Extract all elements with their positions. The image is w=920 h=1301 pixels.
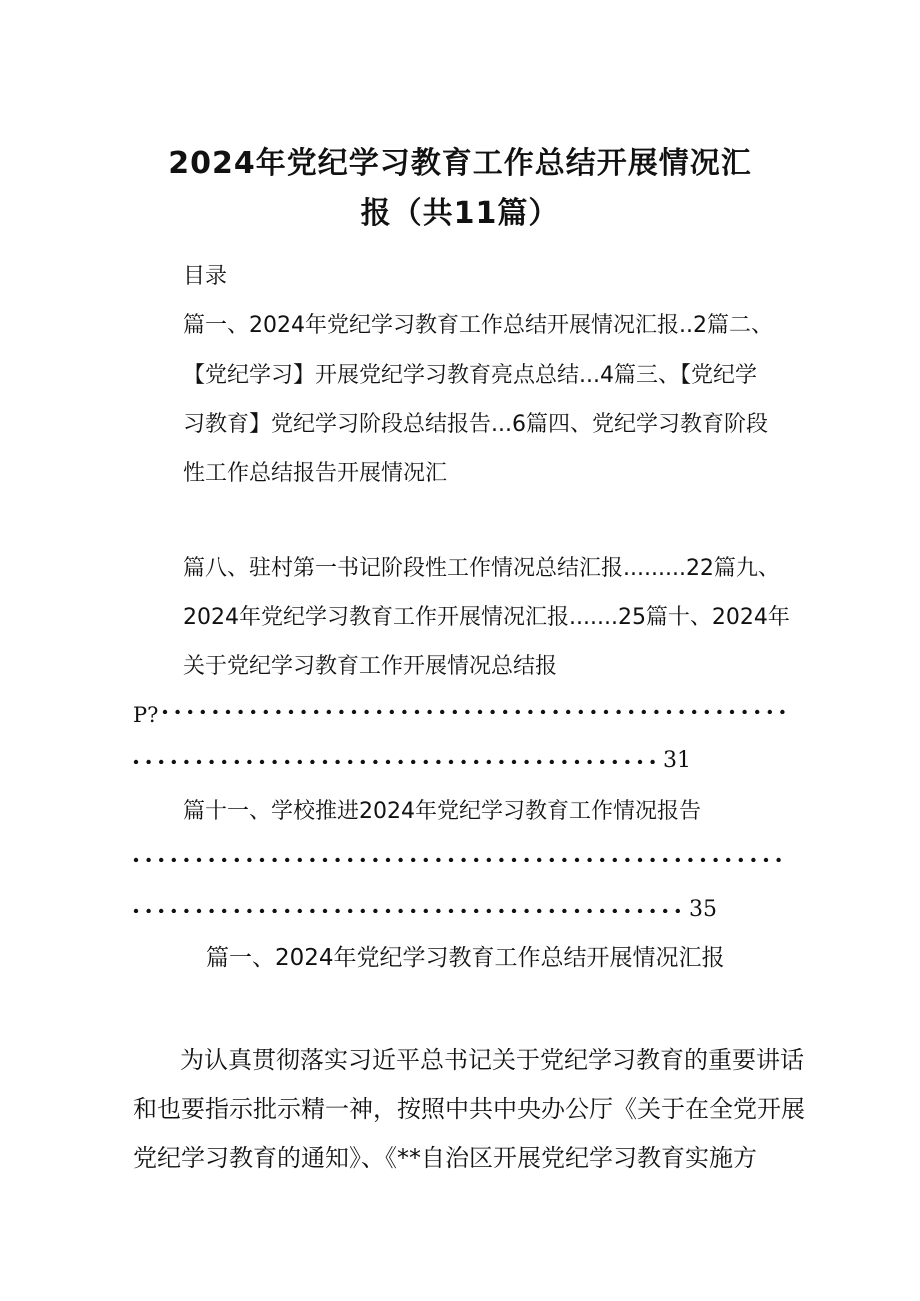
leader-dot <box>323 909 327 913</box>
leader-dot <box>310 760 314 764</box>
leader-dot <box>487 909 491 913</box>
leader-dot <box>625 760 629 764</box>
leader-dot <box>373 760 377 764</box>
leader-dot <box>449 858 453 862</box>
leader-dot <box>591 710 595 714</box>
leader-dot <box>550 858 554 862</box>
leader-dot <box>625 858 629 862</box>
leader-dot <box>465 710 469 714</box>
leader-dot <box>550 760 554 764</box>
leader-dot <box>474 760 478 764</box>
leader-dot <box>524 760 528 764</box>
leader-dot <box>235 909 239 913</box>
leader-dot <box>461 909 465 913</box>
leader-dot <box>175 710 179 714</box>
leader-dot <box>272 909 276 913</box>
leader-dot <box>424 760 428 764</box>
leader-dot <box>461 760 465 764</box>
leader-dot <box>566 710 570 714</box>
leader-dot <box>524 858 528 862</box>
leader-dots <box>133 907 689 913</box>
leader-dot <box>650 760 654 764</box>
leader-dot <box>323 760 327 764</box>
leader-dot <box>638 909 642 913</box>
leader-dot <box>575 760 579 764</box>
leader-dot <box>348 909 352 913</box>
leader-dot <box>604 710 608 714</box>
leader-dot <box>272 760 276 764</box>
toc-line: 篇八、驻村第一书记阶段性工作情况总结汇报.........22篇九、 <box>183 556 780 581</box>
leader-dot <box>285 909 289 913</box>
leader-dot <box>650 909 654 913</box>
leader-dot <box>562 858 566 862</box>
leader-dot <box>159 760 163 764</box>
document-title-line-2: 报（共11篇） <box>360 196 560 231</box>
leader-dot <box>373 909 377 913</box>
leader-dot <box>201 710 205 714</box>
leader-dot <box>436 760 440 764</box>
leader-dot <box>616 710 620 714</box>
leader-dot <box>440 710 444 714</box>
leader-dot <box>402 710 406 714</box>
toc-line: 篇一、2024年党纪学习教育工作总结开展情况汇报..2篇二、 <box>183 313 773 338</box>
leader-dot <box>348 858 352 862</box>
leader-dot <box>222 858 226 862</box>
leader-dot <box>449 909 453 913</box>
leader-dot <box>550 909 554 913</box>
leader-dot <box>188 710 192 714</box>
leader-dot <box>449 760 453 764</box>
leader-dot <box>339 710 343 714</box>
leader-dot <box>768 710 772 714</box>
leader-dot <box>298 858 302 862</box>
leader-dot <box>361 909 365 913</box>
leader-dot <box>159 909 163 913</box>
paragraph-line: 和也要指示批示精一神，按照中共中央办公厅《关于在全党开展 <box>133 1095 805 1123</box>
leader-dot <box>667 710 671 714</box>
leader-dot <box>197 909 201 913</box>
leader-dot <box>327 710 331 714</box>
leader-dot <box>629 710 633 714</box>
leader-dot <box>415 710 419 714</box>
leader-dot <box>537 909 541 913</box>
leader-dot <box>688 858 692 862</box>
leader-dot <box>516 710 520 714</box>
paragraph-line: 为认真贯彻落实习近平总书记关于党纪学习教育的重要讲话 <box>180 1046 804 1074</box>
leader-dot <box>427 710 431 714</box>
section-heading: 篇一、2024年党纪学习教育工作总结开展情况汇报 <box>206 945 725 971</box>
leader-dot <box>134 858 138 862</box>
leader-dot <box>575 909 579 913</box>
leader-dot <box>146 858 150 862</box>
leader-dot <box>335 909 339 913</box>
leader-dot <box>213 710 217 714</box>
leader-dot <box>742 710 746 714</box>
leader-dot <box>650 858 654 862</box>
leader-dot <box>739 858 743 862</box>
leader-dot <box>373 858 377 862</box>
leader-dot <box>512 858 516 862</box>
leader-dot <box>537 760 541 764</box>
leader-dot <box>490 710 494 714</box>
leader-dot <box>310 858 314 862</box>
leader-dot <box>663 909 667 913</box>
leader-dot <box>398 858 402 862</box>
leader-dot <box>361 760 365 764</box>
leader-dot <box>537 858 541 862</box>
leader-dot <box>638 858 642 862</box>
leader-dot <box>398 909 402 913</box>
leader-dot <box>726 858 730 862</box>
leader-dot <box>625 909 629 913</box>
leader-dot <box>613 909 617 913</box>
document-title-line-1: 2024年党纪学习教育工作总结开展情况汇 <box>168 146 752 181</box>
leader-dot <box>184 909 188 913</box>
leader-dot <box>323 858 327 862</box>
leader-dot <box>679 710 683 714</box>
leader-dot <box>613 760 617 764</box>
leader-dot <box>260 858 264 862</box>
toc-line: 2024年党纪学习教育工作开展情况汇报.......25篇十、2024年 <box>183 605 790 630</box>
leader-dot <box>386 909 390 913</box>
leader-dots <box>133 856 789 862</box>
toc-line: 关于党纪学习教育工作开展情况总结报 <box>183 654 558 679</box>
leader-dot <box>453 710 457 714</box>
leader-dot <box>461 858 465 862</box>
leader-dot <box>386 760 390 764</box>
leader-dot <box>348 760 352 764</box>
leader-dot <box>613 858 617 862</box>
leader-dot <box>705 710 709 714</box>
leader-dot <box>335 760 339 764</box>
leader-dot <box>398 760 402 764</box>
leader-dot <box>713 858 717 862</box>
leader-dot <box>238 710 242 714</box>
leader-dot <box>298 909 302 913</box>
leader-dot <box>499 909 503 913</box>
leader-dot <box>579 710 583 714</box>
leader-dot <box>285 760 289 764</box>
leader-dot <box>134 760 138 764</box>
leader-dot <box>524 909 528 913</box>
leader-dot <box>411 909 415 913</box>
leader-dot <box>499 760 503 764</box>
leader-dot <box>184 760 188 764</box>
leader-dot <box>285 858 289 862</box>
leader-dot <box>503 710 507 714</box>
leader-dot <box>676 909 680 913</box>
leader-dot <box>235 858 239 862</box>
leader-dot <box>361 858 365 862</box>
leader-dot <box>260 909 264 913</box>
leader-dot <box>755 710 759 714</box>
leader-dot <box>512 909 516 913</box>
leader-dot <box>310 909 314 913</box>
leader-dot <box>764 858 768 862</box>
leader-dot <box>335 858 339 862</box>
leader-dot <box>163 710 167 714</box>
leader-dot <box>264 710 268 714</box>
leader-dot <box>528 710 532 714</box>
leader-dot <box>562 760 566 764</box>
leader-dot <box>701 858 705 862</box>
leader-dot <box>780 710 784 714</box>
leader-dot <box>352 710 356 714</box>
leader-dot <box>159 858 163 862</box>
leader-dot <box>436 858 440 862</box>
leader-dot <box>663 858 667 862</box>
toc-line: 性工作总结报告开展情况汇 <box>183 461 448 486</box>
leader-dot <box>251 710 255 714</box>
leader-dot <box>424 909 428 913</box>
leader-dot <box>235 760 239 764</box>
leader-dot <box>260 760 264 764</box>
leader-dot <box>390 710 394 714</box>
leader-dot <box>717 710 721 714</box>
leader-dot <box>436 909 440 913</box>
leader-dot <box>289 710 293 714</box>
leader-dot <box>314 710 318 714</box>
leader-dot <box>499 858 503 862</box>
leader-dot <box>209 760 213 764</box>
leader-dot <box>575 858 579 862</box>
leader-dot <box>474 909 478 913</box>
leader-dot <box>222 909 226 913</box>
toc-p-marker: P? <box>133 703 159 727</box>
paragraph-line: 党纪学习教育的通知》、《**自治区开展党纪学习教育实施方 <box>133 1144 757 1172</box>
leader-dots <box>133 708 789 714</box>
leader-dot <box>487 858 491 862</box>
leader-dot <box>730 710 734 714</box>
toc-page-number: 35 <box>689 897 717 922</box>
leader-dot <box>247 858 251 862</box>
leader-dot <box>134 909 138 913</box>
leader-dot <box>600 858 604 862</box>
leader-dot <box>272 858 276 862</box>
leader-dot <box>276 710 280 714</box>
leader-dot <box>553 710 557 714</box>
toc-line: 习教育】党纪学习阶段总结报告...6篇四、党纪学习教育阶段 <box>183 412 768 437</box>
leader-dot <box>487 760 491 764</box>
leader-dot <box>247 760 251 764</box>
leader-dot <box>146 760 150 764</box>
leader-dot <box>247 909 251 913</box>
leader-dot <box>692 710 696 714</box>
leader-dot <box>562 909 566 913</box>
leader-dot <box>364 710 368 714</box>
leader-dot <box>600 760 604 764</box>
leader-dot <box>600 909 604 913</box>
toc-heading: 目录 <box>183 264 228 289</box>
leader-dot <box>184 858 188 862</box>
leader-dot <box>587 760 591 764</box>
leader-dot <box>474 858 478 862</box>
leader-dot <box>541 710 545 714</box>
leader-dot <box>298 760 302 764</box>
leader-dot <box>197 858 201 862</box>
leader-dot <box>587 858 591 862</box>
leader-dot <box>424 858 428 862</box>
toc-page-number: 31 <box>663 748 691 773</box>
leader-dot <box>226 710 230 714</box>
leader-dot <box>377 710 381 714</box>
toc-line: 篇十一、学校推进2024年党纪学习教育工作情况报告 <box>183 799 701 824</box>
leader-dot <box>209 909 213 913</box>
leader-dot <box>751 858 755 862</box>
leader-dot <box>642 710 646 714</box>
leader-dots <box>133 758 663 764</box>
leader-dot <box>587 909 591 913</box>
leader-dot <box>776 858 780 862</box>
leader-dot <box>222 760 226 764</box>
leader-dot <box>209 858 213 862</box>
leader-dot <box>386 858 390 862</box>
leader-dot <box>172 909 176 913</box>
toc-line: 【党纪学习】开展党纪学习教育亮点总结...4篇三、【党纪学 <box>183 363 757 388</box>
leader-dot <box>512 760 516 764</box>
leader-dot <box>301 710 305 714</box>
leader-dot <box>197 760 201 764</box>
leader-dot <box>146 909 150 913</box>
leader-dot <box>654 710 658 714</box>
leader-dot <box>172 858 176 862</box>
leader-dot <box>676 858 680 862</box>
leader-dot <box>411 858 415 862</box>
leader-dot <box>478 710 482 714</box>
leader-dot <box>638 760 642 764</box>
leader-dot <box>411 760 415 764</box>
leader-dot <box>172 760 176 764</box>
